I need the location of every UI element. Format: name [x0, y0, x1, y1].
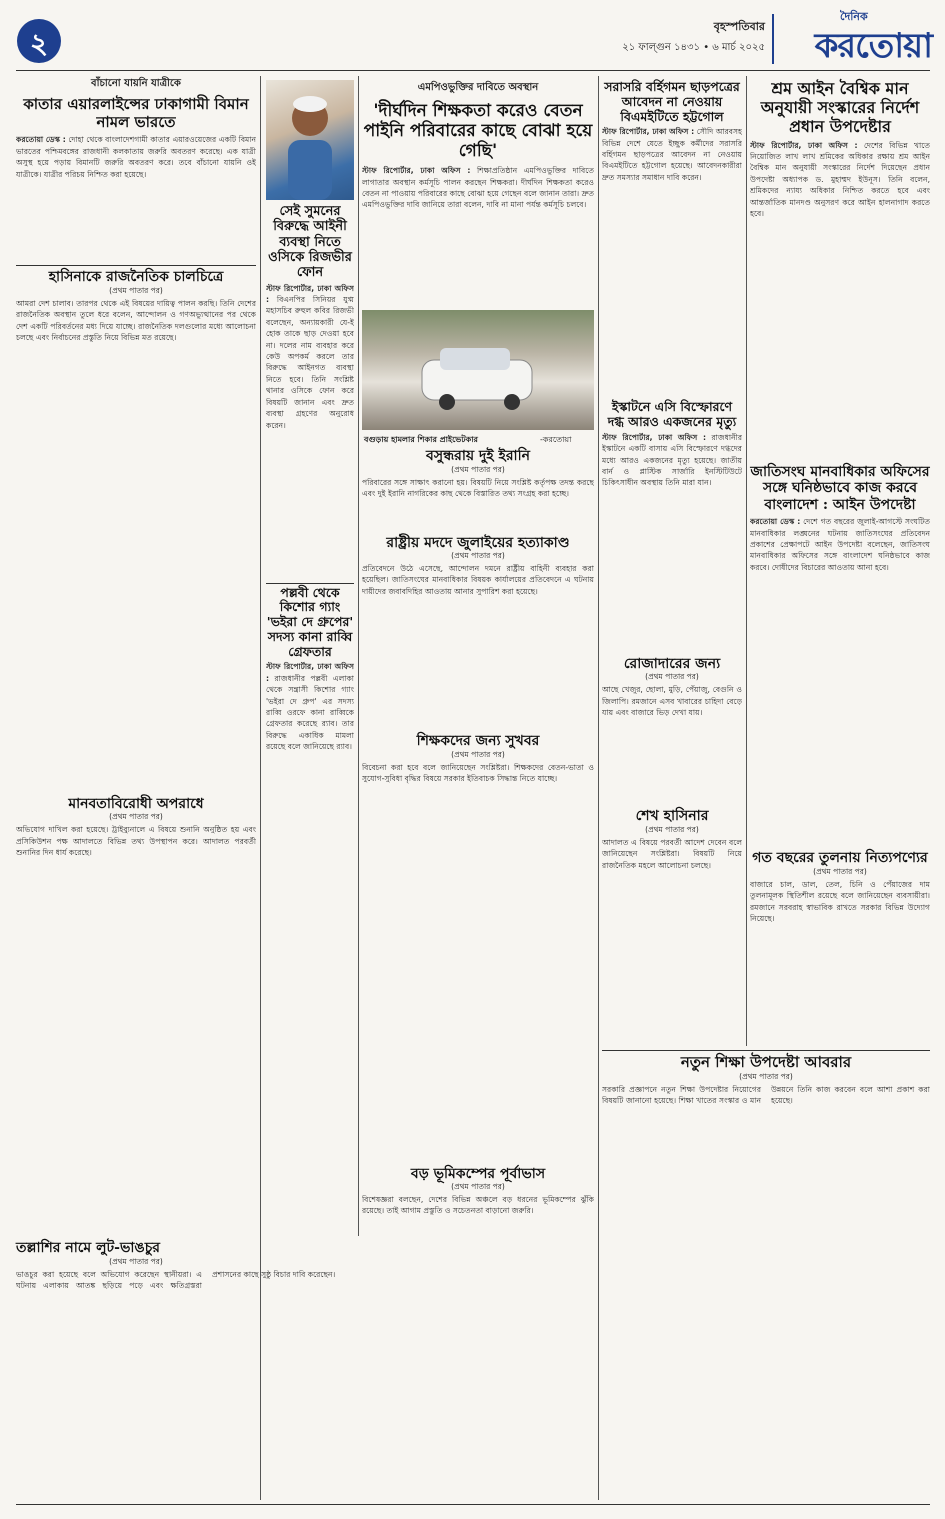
col1-headline-crime: মানবতাবিরোধী অপরাধে [68, 795, 204, 812]
center-photo-credit: -করতোয়া [540, 435, 572, 444]
col4-hasina-cont: (প্রথম পাতার পর) [645, 824, 699, 834]
right-un-byline: করতোয়া ডেস্ক : [750, 517, 801, 527]
col4-headline-roza: রোজাদারের জন্য [623, 655, 721, 672]
col4-bmet-body [602, 126, 742, 396]
center-photo-caption: বগুড়ায় হামলার শিকার প্রাইভেটকার [364, 435, 478, 444]
right-labour-text: দেশের বিভিন্ন খাতে নিয়োজিত লাখ লাখ শ্রমিকের অধিকার রক্ষায় শ্রম আইন বৈশ্বিক মান অনুযায়ী সংস্কারের নির্দেশ দিয়েছেন প্রধান উপদেষ্টা অধ্যাপক ড. মুহাম্মদ ইউনূস। তিনি বলেন, শ্রমিকদের ন্যায্য অধিকার নিশ্চিত করতে হবে এবং আন্তর্জাতিক মানদণ্ড অনুসরণ করে আইন হালনাগাদ করতে হবে। [750, 140, 930, 219]
right-labour-byline: স্টাফ রিপোর্টার, ঢাকা অফিস : [750, 140, 858, 150]
right-un-body [750, 516, 930, 846]
center-headline-iran: বসুন্ধরায় দুই ইরানি [426, 448, 530, 464]
center-july-text: প্রতিবেদনে উঠে এসেছে, আন্দোলন দমনে রাষ্ট্রীয় বাহিনী ব্যবহার করা হয়েছিল। জাতিসংঘের মানবাধিকার বিষয়ক কার্যালয়ের প্রতিবেদনে এ ঘটনায় দায়ীদের জবাবদিহির আওতায় আনার সুপারিশ করা হয়েছে। [362, 564, 594, 596]
center-teachers-text: বিবেচনা করা হবে বলে জানিয়েছেন সংশ্লিষ্টরা। শিক্ষকদের বেতন-ভাতা ও সুযোগ-সুবিধা বৃদ্ধির বিষয়ে সরকার ইতিবাচক সিদ্ধান্ত নিতে যাচ্ছে। [362, 762, 594, 783]
right-headline-prices: গত বছরের তুলনায় নিত্যপণ্যের [752, 850, 928, 867]
feature-photo [266, 80, 354, 200]
masthead-date: ২১ ফাল্গুন ১৪৩১ • ৬ মার্চ ২০২৫ [622, 42, 765, 53]
feature-byline: স্টাফ রিপোর্টার, ঢাকা অফিস : [266, 283, 354, 305]
feature-headline: সেই সুমনের বিরুদ্ধে আইনী ব্যবস্থা নিতে ওসিকে রিজভীর ফোন [268, 204, 352, 281]
col1-hasina-cont: (প্রথম পাতার পর) [109, 285, 163, 295]
right-labour-body [750, 140, 930, 460]
right-headline-un: জাতিসংঘ মানবাধিকার অফিসের সঙ্গে ঘনিষ্ঠভাবে কাজ করবে বাংলাদেশ : আইন উপদেষ্টা [750, 463, 930, 513]
center-quake-text: বিশেষজ্ঞরা বলছেন, দেশের বিভিন্ন অঞ্চলে বড় ধরনের ভূমিকম্পের ঝুঁকি রয়েছে। তাই আগাম প্রস্তুতি ও সচেতনতা বাড়ানো জরুরি। [362, 1195, 594, 1216]
center-headline: 'দীর্ঘদিন শিক্ষকতা করেও বেতন পাইনি পরিবারের কাছে বোঝা হয়ে গেছি' [363, 101, 593, 162]
center-iran-cont: (প্রথম পাতার পর) [451, 464, 505, 474]
right-prices-text: বাজারে চাল, ডাল, তেল, চিনি ও পেঁয়াজের দাম তুলনামূলক স্থিতিশীল রয়েছে বলে জানিয়েছেন ব্যবসায়ীরা। রমজানে সরবরাহ স্বাভাবিক রাখতে সরকার বিভিন্ন উদ্যোগ নিয়েছে। [750, 879, 930, 923]
col4-hasina-text: আদালত এ বিষয়ে পরবর্তী আদেশ দেবেন বলে জানিয়েছেন সংশ্লিষ্টরা। বিষয়টি নিয়ে রাজনৈতিক মহলে আলোচনা চলছে। [602, 837, 742, 870]
col1-qatar-lead: করতোয়া ডেস্ক : [16, 135, 66, 145]
col4-hasina-body [602, 837, 742, 987]
col1-hasina-text: আমরা দেশ চালাব। তারপর থেকে এই বিষয়ের দায়িত্ব পালন করছি। তিনি দেশের রাজনৈতিক অবস্থান তুলে ধরে বলেন, আন্দোলন ও গণঅভ্যুত্থানের পর থেকে দেশ একটি পরিবর্তনের মধ্য দিয়ে যাচ্ছে। রাজনৈতিক দলগুলোর মধ্যে আলোচনা চলছে এবং নির্বাচনের প্রস্তুতি নিয়ে বিভিন্ন মত রয়েছে। [16, 298, 256, 343]
col4-roza-text: আছে খেজুর, ছোলা, মুড়ি, পেঁয়াজু, বেগুনি ও জিলাপি। রমজানে এসব খাবারের চাহিদা বেড়ে যায় এবং বাজারে ভিড় দেখা যায়। [602, 685, 742, 718]
col4-eskaton-body [602, 432, 742, 652]
gang-headline: পল্লবী থেকে কিশোর গ্যাং 'ভইরা দে গ্রুপের' সদস্য কানা রাব্বি গ্রেফতার [266, 584, 354, 659]
masthead-day: বৃহস্পতিবার [713, 20, 765, 33]
col1-headline-hasina: হাসিনাকে রাজনৈতিক চালচিত্রে [48, 269, 224, 286]
center-teachers-body [362, 762, 594, 1164]
masthead-paper-name: করতোয়া [814, 26, 932, 66]
person-photo-icon [266, 80, 354, 200]
bottom-education-cont: (প্রথম পাতার পর) [739, 1071, 793, 1081]
col1-kicker: বাঁচানো যায়নি যাত্রীকে [91, 78, 181, 89]
center-body [362, 165, 594, 293]
center-quake-cont: (প্রথম পাতার পর) [451, 1182, 505, 1192]
page-number: ২ [29, 27, 49, 60]
col4-roza-cont: (প্রথম পাতার পর) [645, 672, 699, 682]
bottom-education-text: সরকারি প্রজ্ঞাপনে নতুন শিক্ষা উপদেষ্টার নিয়োগের বিষয়টি জানানো হয়েছে। শিক্ষা খাতের সংস্কার ও মান উন্নয়নে তিনি কাজ করবেন বলে আশা প্রকাশ করা হয়েছে। [602, 1084, 930, 1106]
center-iran-text: পরিবারের সঙ্গে সাক্ষাৎ করানো হয়। বিষয়টি নিয়ে সংশ্লিষ্ট কর্তৃপক্ষ তদন্ত করছে এবং দুই ইরানি নাগরিকের কাছ থেকে বিস্তারিত তথ্য সংগ্রহ করা হচ্ছে। [362, 477, 594, 498]
gang-text: রাজধানীর পল্লবী এলাকা থেকে সন্ত্রাসী কিশোর গ্যাং 'ভইরা দে গ্রুপ' এর সদস্য রাব্বি ওরফে কানা রাব্বিকে গ্রেফতার করেছে র‌্যাব। তার বিরুদ্ধে একাধিক মামলা রয়েছে বলে জানিয়েছে র‌্যাব। [266, 673, 354, 752]
col1-crime-cont: (প্রথম পাতার পর) [109, 812, 163, 822]
center-teachers-cont: (প্রথম পাতার পর) [451, 749, 505, 759]
col4-roza-body [602, 684, 742, 804]
feature-body [266, 283, 354, 581]
col1-qatar-text: দোহা থেকে বাংলাদেশগামী কাতার এয়ারওয়েজের একটি বিমান ভারতের পশ্চিমবঙ্গের রাজধানী কলকাতায় জরুরি অবতরণ করেছে। এক যাত্রী অসুস্থ হয়ে পড়ায় বিমানটি জরুরি অবতরণ করে। তবে বাঁচানো যায়নি ওই যাত্রীকে। যাত্রীর পরিচয় নিশ্চিত করা হয়েছে। [16, 135, 256, 179]
col4-bmet-byline: স্টাফ রিপোর্টার, ঢাকা অফিস : [602, 127, 695, 137]
col4-headline-bmet: সরাসরি বর্হিগমন ছাড়পত্রের আবেদন না নেওয়ায় বিএমইটিতে হট্টগোল [604, 79, 740, 124]
right-prices-cont: (প্রথম পাতার পর) [813, 866, 867, 876]
gang-byline: স্টাফ রিপোর্টার, ঢাকা অফিস : [266, 662, 354, 683]
right-headline-labour: শ্রম আইন বৈশ্বিক মান অনুযায়ী সংস্কারের নির্দেশ প্রধান উপদেষ্টার [760, 79, 920, 136]
bottom-tolashi-cont: (প্রথম পাতার পর) [109, 1256, 163, 1266]
col1-crime-text: অভিযোগ দাখিল করা হয়েছে। ট্রাইব্যুনালে এ বিষয়ে শুনানি অনুষ্ঠিত হয় এবং প্রসিকিউশন পক্ষ আদালতে বিভিন্ন তথ্য উপস্থাপন করে। আদালত পরবর্তী শুনানির দিন ধার্য করেছে। [16, 825, 256, 858]
center-text: শিক্ষাপ্রতিষ্ঠান এমপিওভুক্তির দাবিতে লাগাতার অবস্থান কর্মসূচি পালন করছেন শিক্ষকরা। দীর্ঘদিন শিক্ষকতা করেও বেতন না পাওয়ায় পরিবারের কাছে বোঝা হয়ে গেছেন বলে জানান তারা। দ্রুত এমপিওভুক্তির দাবি জানিয়ে তারা বলেন, দাবি না মানা পর্যন্ত কর্মসূচি চলবে। [362, 166, 594, 210]
center-july-cont: (প্রথম পাতার পর) [451, 551, 505, 561]
col4-eskaton-byline: স্টাফ রিপোর্টার, ঢাকা অফিস : [602, 432, 706, 442]
center-photo [362, 310, 594, 430]
center-iran-body [362, 477, 594, 533]
col1-hasina-body [16, 298, 256, 794]
col4-headline-hasina: শেখ হাসিনার [635, 808, 709, 825]
gang-body [266, 661, 354, 1021]
center-kicker: এমপিওভুক্তির দাবিতে অবস্থান [417, 82, 539, 93]
car-crowd-photo-icon [362, 310, 594, 430]
bottom-headline-tolashi: তল্লাশির নামে লুট-ভাঙচুর [16, 1240, 160, 1256]
col4-bmet-text: সৌদি আরবসহ বিভিন্ন দেশে যেতে ইচ্ছুক কর্মীদের সরাসরি বর্হিগমন ছাড়পত্রের আবেদন না নেওয়ায় বিএমইটিতে হট্টগোল হয়েছে। আবেদনকারীরা দ্রুত সমস্যার সমাধান দাবি করেন। [602, 127, 742, 182]
bottom-tolashi-body [16, 1269, 594, 1499]
center-headline-quake: বড় ভূমিকম্পের পূর্বাভাস [410, 1165, 546, 1182]
bottom-tolashi-text: ভাঙচুর করা হয়েছে বলে অভিযোগ করেছেন স্থানীয়রা। এ ঘটনায় এলাকায় আতঙ্ক ছড়িয়ে পড়ে এবং ক্ষতিগ্রস্তরা প্রশাসনের কাছে সুষ্ঠু বিচার দাবি করেছেন। [16, 1269, 336, 1290]
center-headline-july: রাষ্ট্রীয় মদদে জুলাইয়ের হত্যাকাণ্ড [386, 534, 570, 551]
page-number-badge [16, 18, 62, 64]
right-un-text: দেশে গত বছরের জুলাই-আগস্টে সংঘটিত মানবাধিকার লঙ্ঘনের ঘটনায় জাতিসংঘের প্রতিবেদন প্রকাশের প্রেক্ষাপটে আইন উপদেষ্টা বলেছেন, জাতিসংঘ মানবাধিকার অফিসের সঙ্গে বাংলাদেশ ঘনিষ্ঠভাবে কাজ করবে। দোষীদের বিচারের আওতায় আনা হবে। [750, 517, 930, 572]
col4-eskaton-text: রাজধানীর ইস্কাটনে একটি বাসায় এসি বিস্ফোরণে দগ্ধদের মধ্যে আরও একজনের মৃত্যু হয়েছে। জাতীয় বার্ন ও প্লাস্টিক সার্জারি ইনস্টিটিউটে চিকিৎসাধীন অবস্থায় তিনি মারা যান। [602, 432, 742, 488]
center-july-body [362, 563, 594, 731]
center-byline: স্টাফ রিপোর্টার, ঢাকা অফিস : [362, 166, 471, 176]
bottom-headline-education: নতুন শিক্ষা উপদেষ্টা আবরার [680, 1053, 852, 1071]
col4-headline-eskaton: ইস্কাটনে এসি বিস্ফোরণে দগ্ধ আরও একজনের মৃত্যু [607, 399, 737, 429]
bottom-education-body [602, 1084, 930, 1514]
col1-headline-qatar: কাতার এয়ারলাইন্সের ঢাকাগামী বিমান নামল ভারতে [23, 95, 249, 131]
col1-qatar-body [16, 134, 256, 262]
feature-text: বিএনপির সিনিয়র যুগ্ম মহাসচিব রুহুল কবির রিজভী বলেছেন, অন্যায়কারী যে-ই হোক তাকে ছাড় দেওয়া হবে না। দলের নাম ব্যবহার করে কেউ অপকর্ম করলে তার বিরুদ্ধে আইনগত ব্যবস্থা নিতে হবে। তিনি সংশ্লিষ্ট থানার ওসিকে ফোন করে বিষয়টি জানান এবং দ্রুত ব্যবস্থা গ্রহণের অনুরোধ করেন। [266, 295, 354, 430]
masthead-paper-small: দৈনিক [840, 10, 868, 23]
center-headline-teachers: শিক্ষকদের জন্য সুখবর [416, 733, 540, 750]
